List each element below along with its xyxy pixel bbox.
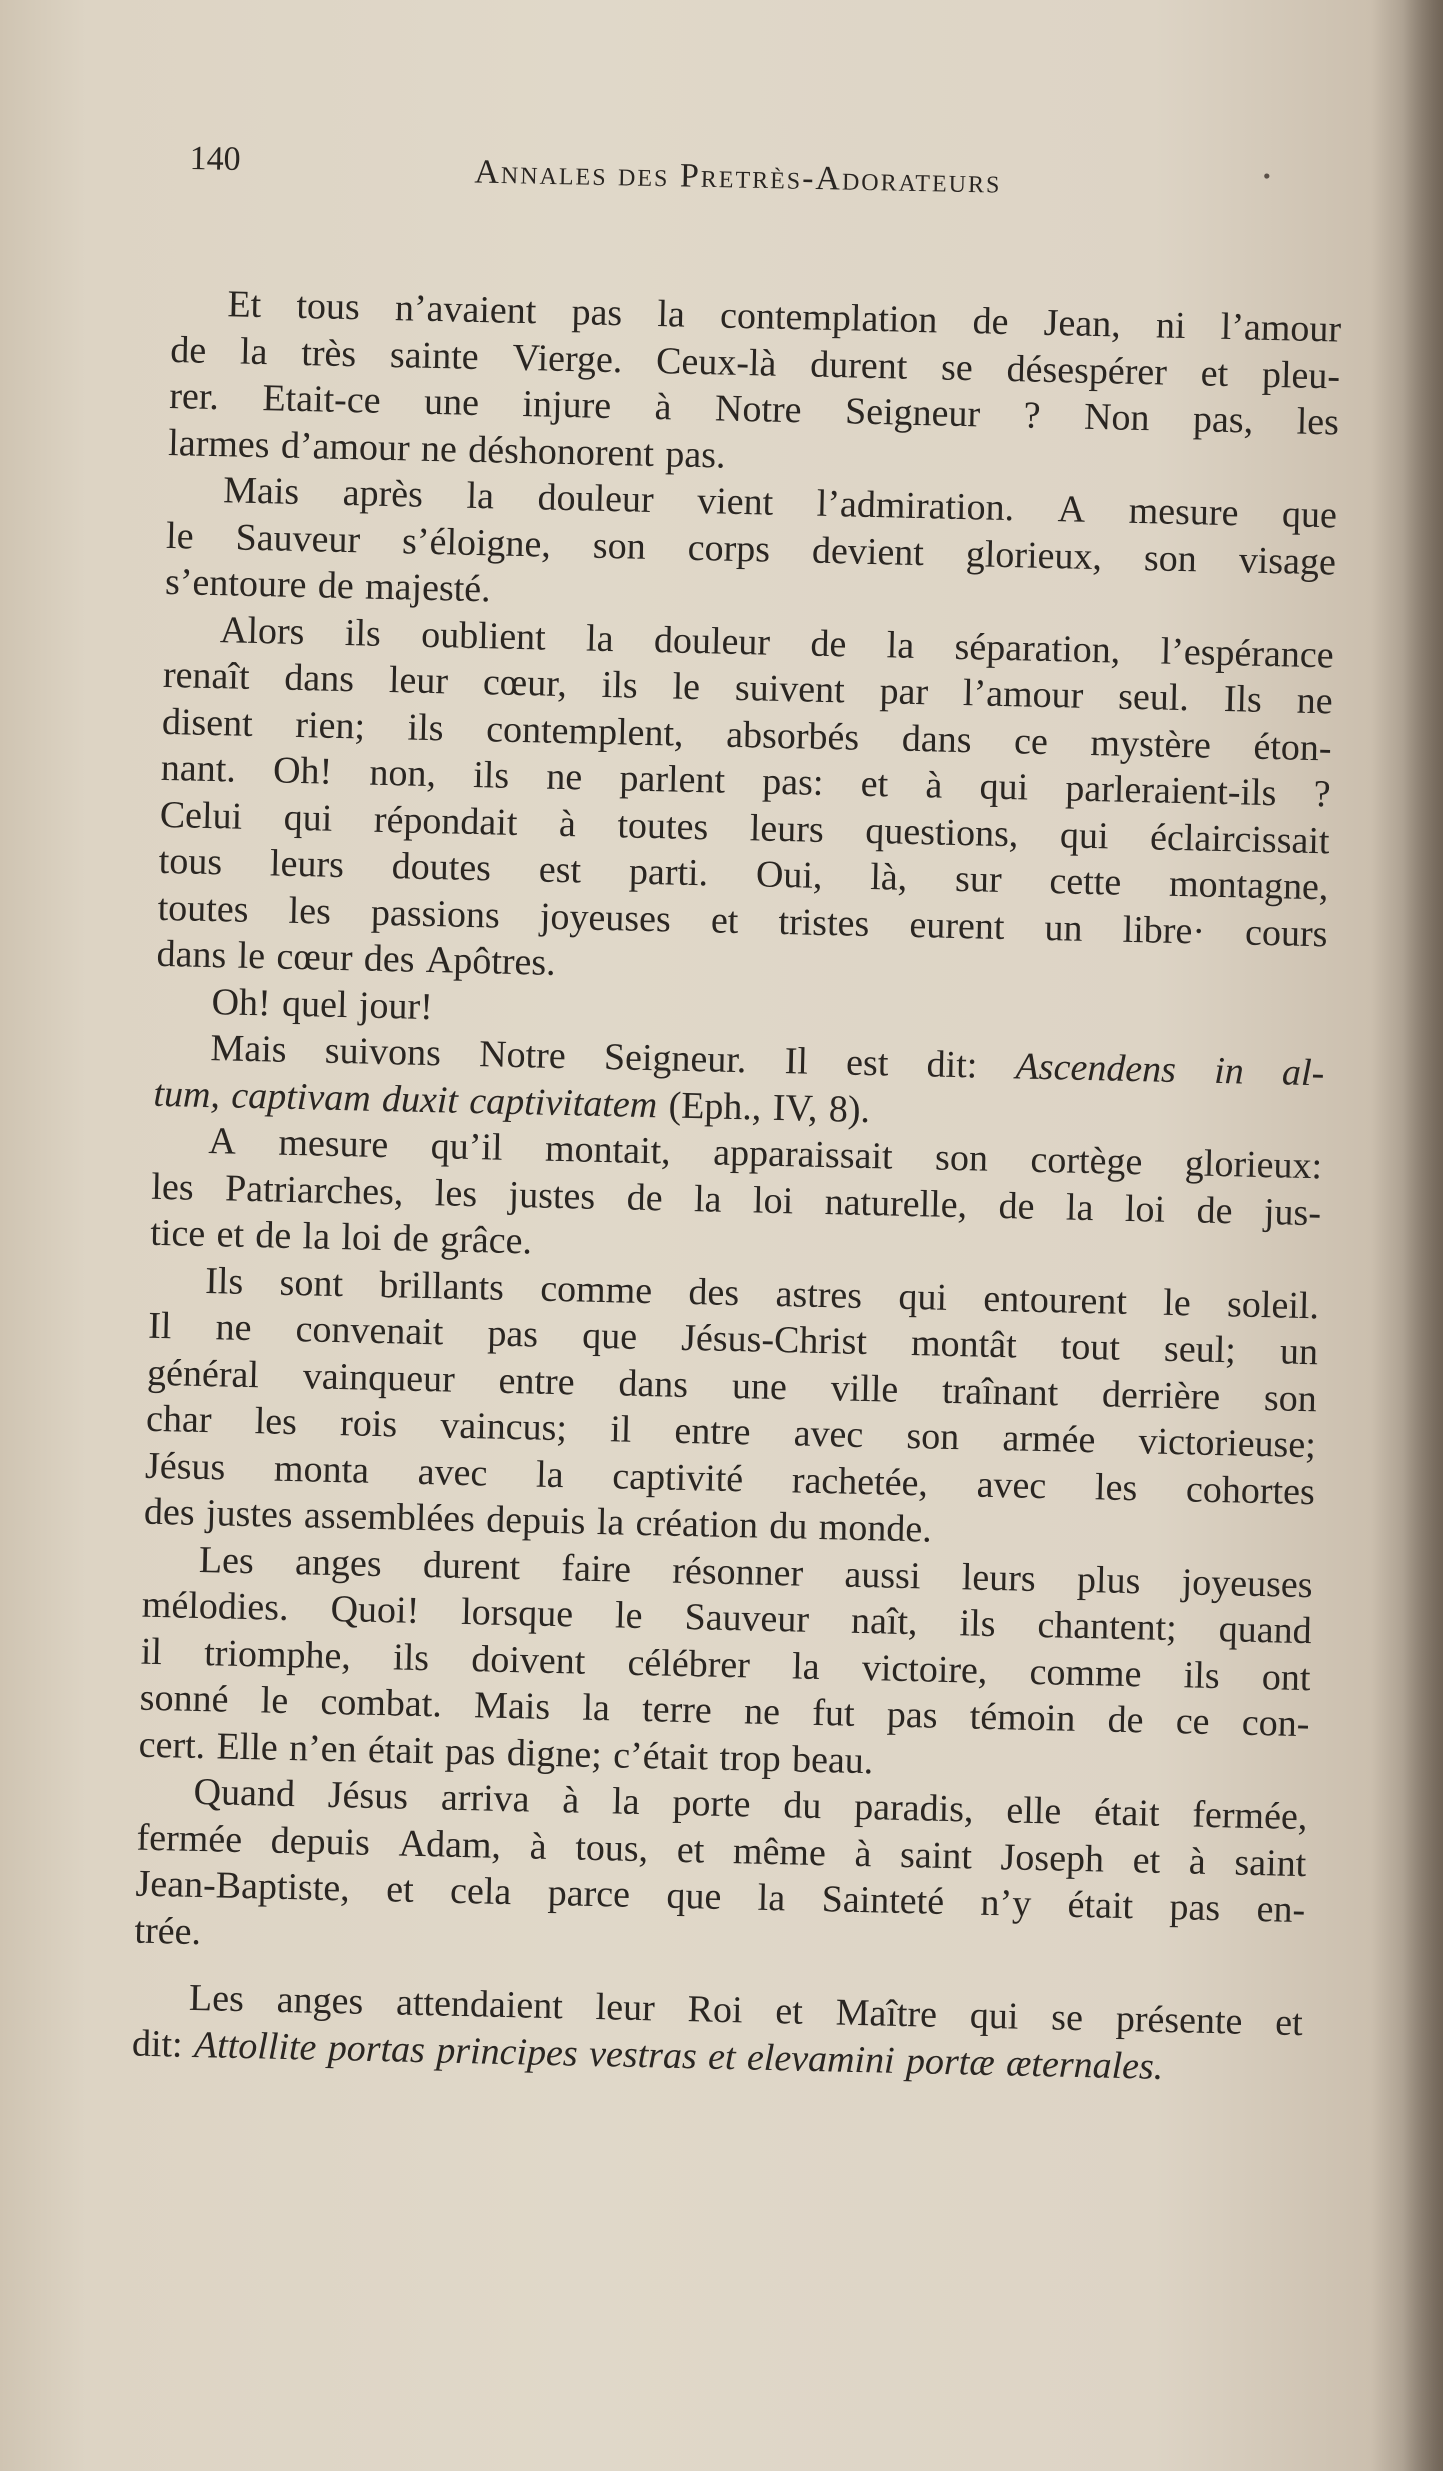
text-line: Jean-Baptiste, et cela parce que la Sainteté n’y était pas en- bbox=[135, 1862, 1306, 1932]
text-line: toutes les passions joyeuses et tristes eurent un libre· cours bbox=[157, 886, 1328, 955]
text-line: Mais suivons Notre Seigneur. Il est dit: Ascendens in al- bbox=[210, 1027, 1325, 1095]
text-line: général vainqueur entre dans une ville traînant derrière son bbox=[146, 1351, 1318, 1420]
text-line: fermée depuis Adam, à tous, et même à saint Joseph et à saint bbox=[136, 1816, 1307, 1885]
text-line: Alors ils oublient la douleur de la séparation, l’espérance bbox=[219, 608, 1335, 676]
text-line: sonné le combat. Mais la terre ne fut pas témoin de ce con- bbox=[139, 1676, 1310, 1746]
text-line: rer. Etait-ce une injure à Notre Seigneur ? Non pas, les bbox=[168, 374, 1340, 444]
text-line: A mesure qu’il montait, apparaissait son cortège glorieux: bbox=[207, 1120, 1323, 1188]
text-line: le Sauveur s’éloigne, son corps devient glorieux, son visage bbox=[165, 514, 1337, 583]
text-line: Jésus monta avec la captivité rachetée, avec les cohortes bbox=[144, 1444, 1316, 1513]
text-line: tum, captivam duxit captivitatem (Eph., IV, 8). bbox=[153, 1072, 871, 1131]
text-line: cert. Elle n’en était pas digne; c’était trop beau. bbox=[138, 1723, 874, 1782]
text-line: les Patriarches, les justes de la loi naturelle, de la loi de jus- bbox=[150, 1165, 1322, 1234]
text-line: Celui qui répondait à toutes leurs questions, qui éclaircissait bbox=[159, 793, 1330, 862]
text-line: renaît dans leur cœur, ils le suivent par l’amour seul. Ils ne bbox=[162, 653, 1334, 723]
text-line: Ils sont brillants comme des astres qui entourent le soleil. bbox=[204, 1259, 1320, 1327]
text-line: nant. Oh! non, ils ne parlent pas: et à qui parleraient-ils ? bbox=[160, 746, 1332, 816]
print-speck: • bbox=[1261, 166, 1273, 188]
text-line: disent rien; ils contemplent, absorbés dans ce mystère éton- bbox=[161, 700, 1333, 769]
text-line: dans le cœur des Apôtres. bbox=[156, 932, 557, 984]
text-line: Les anges attendaient leur Roi et Maître qui se présente et bbox=[188, 1976, 1304, 2045]
text-line: s’entoure de majesté. bbox=[164, 560, 492, 611]
text-line: tous leurs doutes est parti. Oui, là, sur cette montagne, bbox=[158, 839, 1329, 909]
body-text bbox=[131, 280, 1341, 2093]
page-header bbox=[189, 140, 1350, 232]
page-number: 140 bbox=[189, 140, 241, 178]
binding-shadow bbox=[1403, 0, 1443, 2471]
text-line: Oh! quel jour! bbox=[211, 980, 434, 1028]
text-line: des justes assemblées depuis la création du monde. bbox=[143, 1490, 933, 1551]
text-line: Les anges durent faire résonner aussi leurs plus joyeuses bbox=[198, 1538, 1314, 1606]
running-head: Annales des Pretrès-Adorateurs bbox=[474, 153, 1002, 201]
text-line: Quand Jésus arriva à la porte du paradis, elle était fermée, bbox=[193, 1770, 1308, 1839]
text-line: larmes d’amour ne déshonorent pas. bbox=[167, 421, 727, 477]
text-line: de la très sainte Vierge. Ceux-là durent se désespérer et pleu- bbox=[169, 328, 1341, 398]
text-line: mélodies. Quoi! lorsque le Sauveur naît, ils chantent; quand bbox=[141, 1583, 1313, 1653]
text-line: Et tous n’avaient pas la contemplation de Jean, ni l’amour bbox=[226, 283, 1342, 351]
text-line: il triomphe, ils doivent célébrer la victoire, comme ils ont bbox=[140, 1630, 1311, 1699]
text-line: dit: Attollite portas principes vestras et elevamini portæ æternales. bbox=[131, 2022, 1164, 2088]
text-line: trée. bbox=[134, 1909, 202, 1953]
text-line: char les rois vaincus; il entre avec son armée victorieuse; bbox=[145, 1397, 1317, 1467]
text-line: Mais après la douleur vient l’admiration. A mesure que bbox=[222, 469, 1338, 537]
text-line: Il ne convenait pas que Jésus-Christ montât tout seul; un bbox=[147, 1304, 1319, 1374]
text-line: tice et de la loi de grâce. bbox=[149, 1211, 533, 1263]
